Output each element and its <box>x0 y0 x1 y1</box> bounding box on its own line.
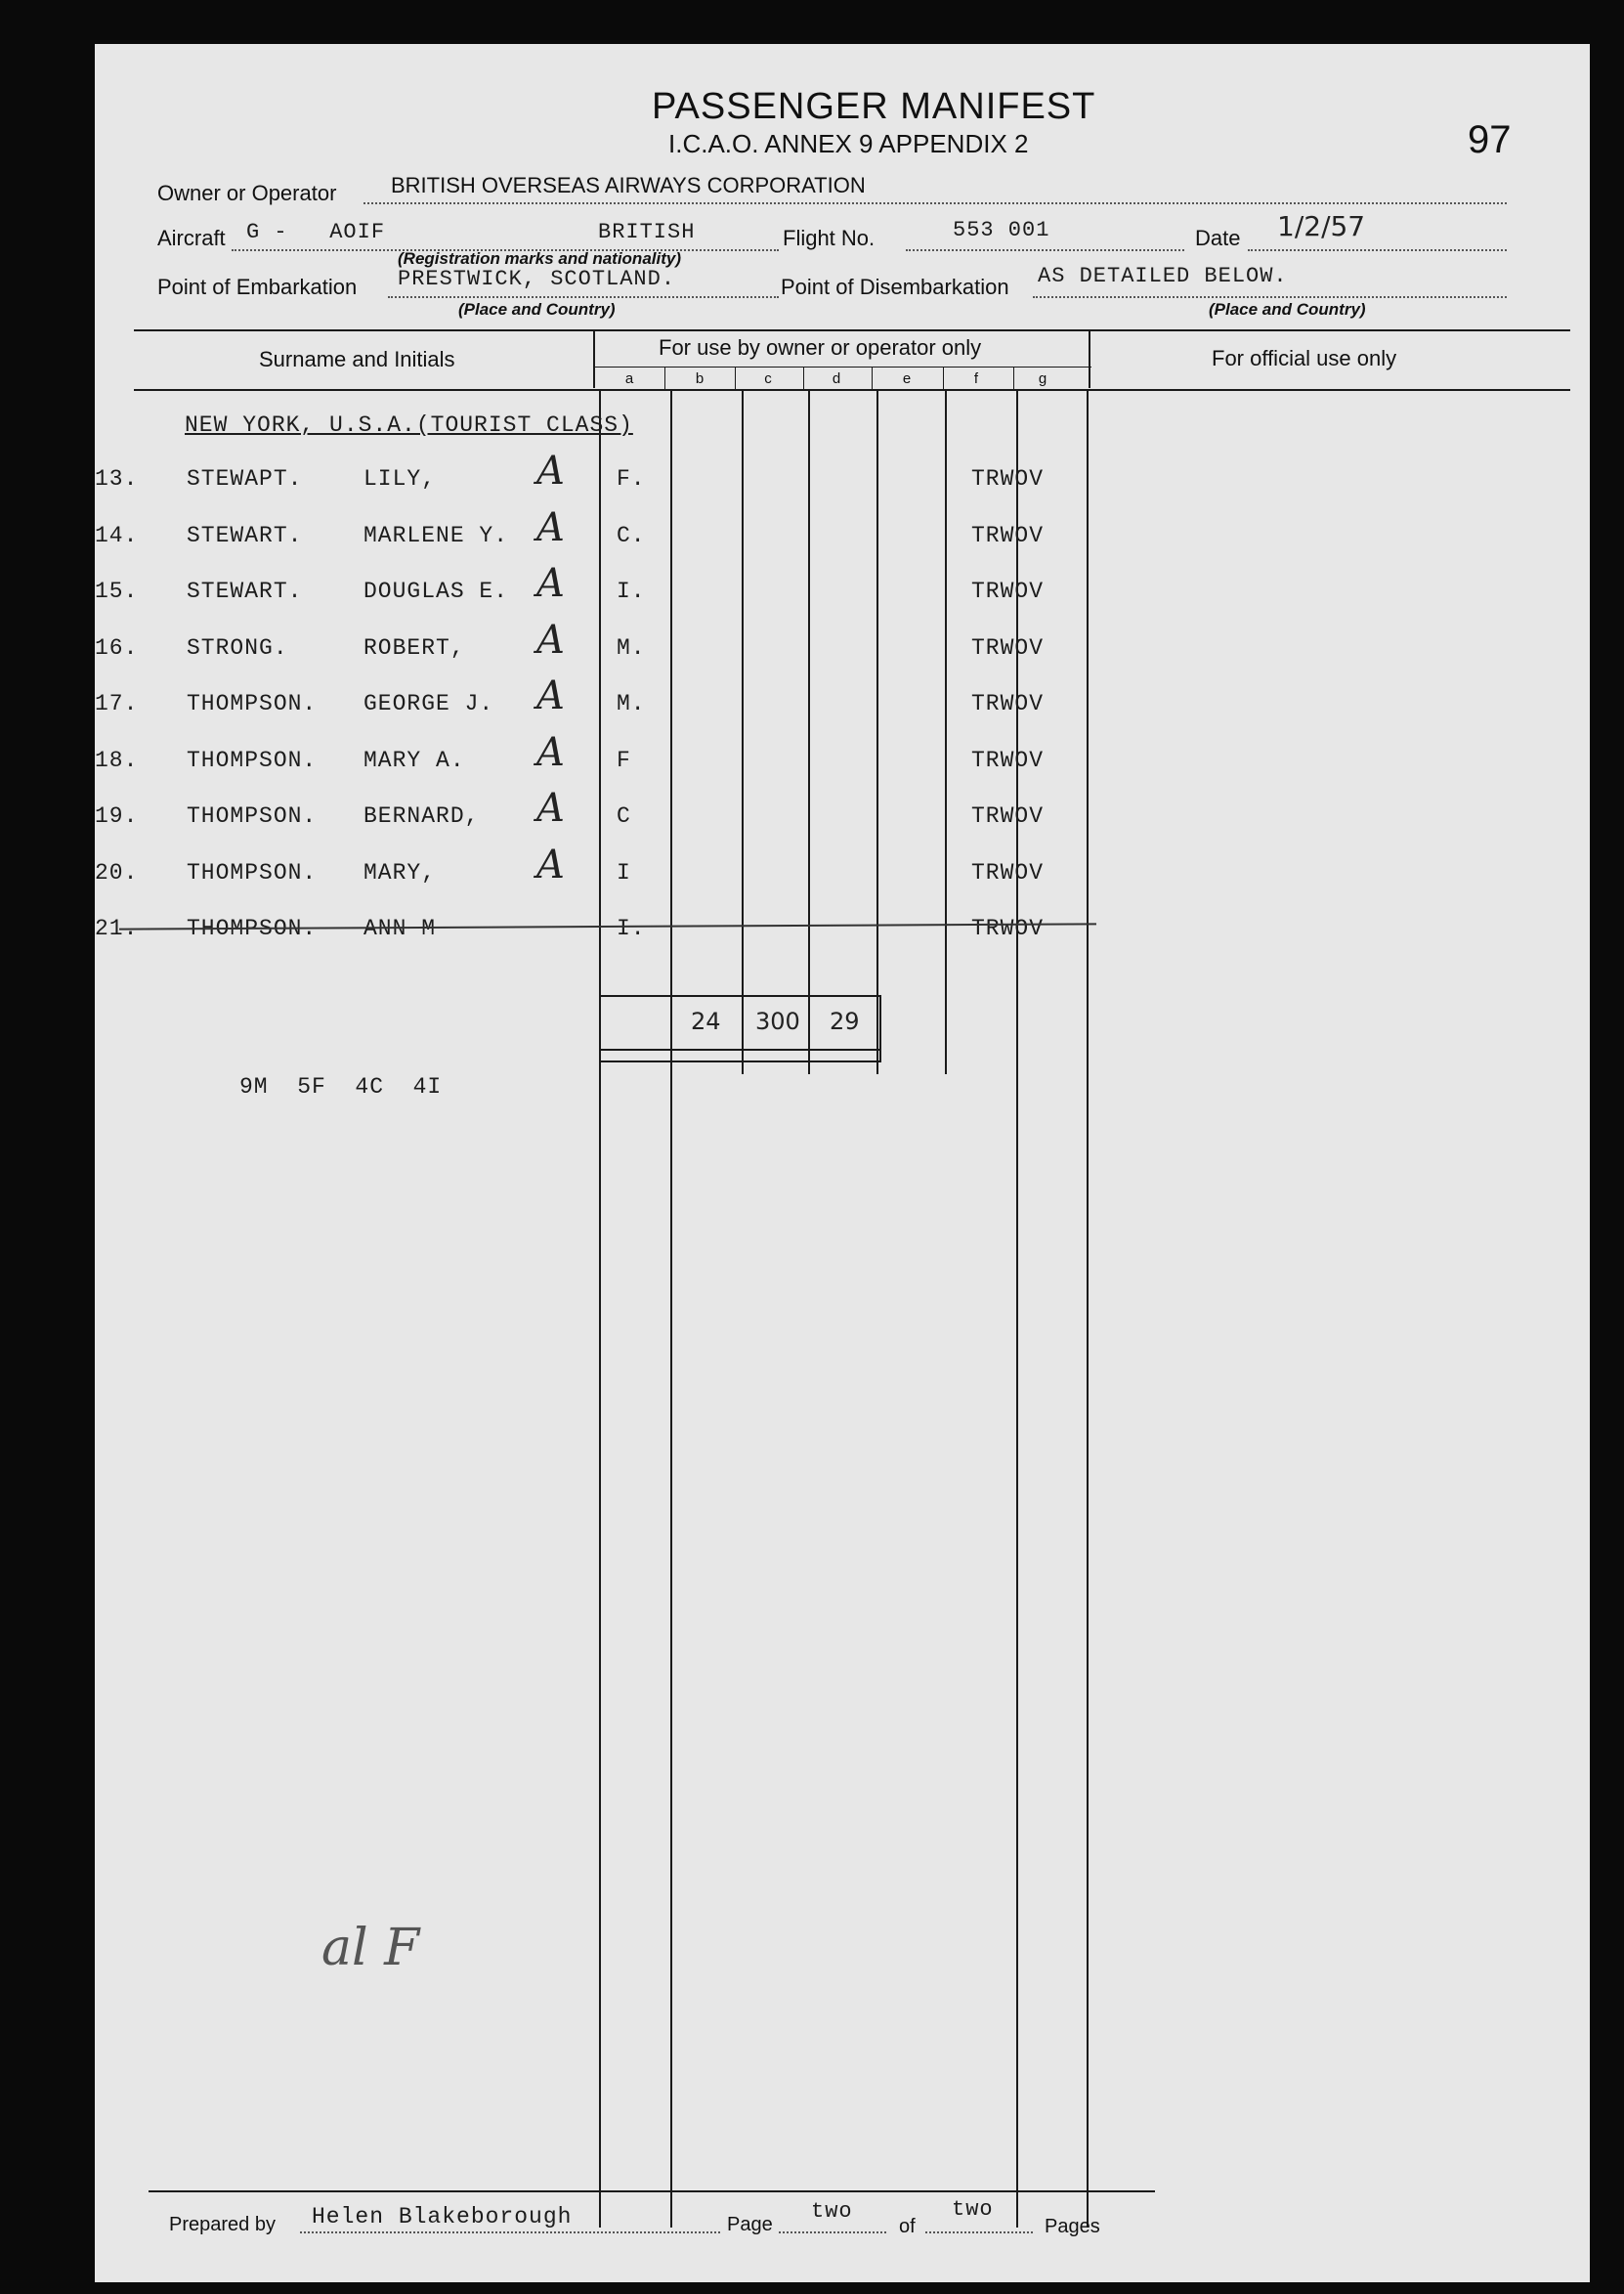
row-number: 17. <box>95 691 139 716</box>
row-surname: STEWART. <box>187 579 303 604</box>
registration-note: (Registration marks and nationality) <box>398 249 681 268</box>
row-column-a: C <box>617 803 631 829</box>
flight-label: Flight No. <box>783 226 876 250</box>
row-column-a: M. <box>617 635 646 661</box>
flight-value: 553 001 <box>953 218 1050 242</box>
row-handwritten-mark: A <box>536 843 565 887</box>
row-column-a: C. <box>617 523 646 548</box>
manifest-sheet <box>95 44 1590 2282</box>
row-surname: STEWAPT. <box>187 466 303 492</box>
row-number: 19. <box>95 803 139 829</box>
column-a-header: a <box>624 370 634 387</box>
column-f-header: f <box>973 370 979 387</box>
column-g-header: g <box>1038 370 1047 387</box>
of-label: of <box>899 2216 916 2237</box>
owner-use-header: For use by owner or operator only <box>659 335 982 360</box>
row-column-a: M. <box>617 691 646 716</box>
row-handwritten-mark: A <box>536 505 565 550</box>
row-handwritten-mark: A <box>536 730 565 775</box>
row-given-names: BERNARD, <box>363 803 480 829</box>
handwritten-annotation: al F <box>321 1919 420 1977</box>
row-handwritten-mark: A <box>536 449 565 494</box>
row-given-names: MARY, <box>363 860 437 886</box>
row-given-names: GEORGE J. <box>363 691 494 716</box>
column-c-header: c <box>764 370 772 387</box>
owner-label: Owner or Operator <box>157 181 337 205</box>
row-number: 16. <box>95 635 139 661</box>
row-number: 21. <box>95 916 139 941</box>
official-use-header: For official use only <box>1212 346 1397 370</box>
passenger-summary: 9M 5F 4C 4I <box>239 1074 443 1100</box>
row-surname: STEWART. <box>187 523 303 548</box>
document-title: PASSENGER MANIFEST <box>652 86 1096 127</box>
row-given-names: MARLENE Y. <box>363 523 509 548</box>
disembarkation-note: (Place and Country) <box>1209 300 1366 319</box>
total-d: 29 <box>830 1008 860 1035</box>
row-column-a: F <box>617 748 631 773</box>
row-number: 15. <box>95 579 139 604</box>
row-given-names: LILY, <box>363 466 437 492</box>
row-column-f: TRWOV <box>971 579 1045 604</box>
page-label: Page <box>727 2214 773 2235</box>
row-column-f: TRWOV <box>971 916 1045 941</box>
row-column-f: TRWOV <box>971 860 1045 886</box>
embarkation-note: (Place and Country) <box>458 300 616 319</box>
row-column-a: I. <box>617 579 646 604</box>
row-surname: THOMPSON. <box>187 916 318 941</box>
disembarkation-value: AS DETAILED BELOW. <box>1038 264 1288 288</box>
aircraft-registration: G - AOIF <box>246 220 386 244</box>
row-given-names: ANN M <box>363 916 437 941</box>
aircraft-nationality: BRITISH <box>598 220 696 244</box>
row-given-names: ROBERT, <box>363 635 465 661</box>
prepared-by-label: Prepared by <box>169 2214 276 2235</box>
row-column-f: TRWOV <box>971 691 1045 716</box>
row-surname: THOMPSON. <box>187 803 318 829</box>
row-column-f: TRWOV <box>971 748 1045 773</box>
row-column-a: F. <box>617 466 646 492</box>
row-surname: THOMPSON. <box>187 860 318 886</box>
row-number: 18. <box>95 748 139 773</box>
page-number: 97 <box>1468 118 1512 161</box>
row-handwritten-mark: A <box>536 673 565 718</box>
row-column-a: I. <box>617 916 646 941</box>
total-b: 24 <box>691 1008 721 1035</box>
row-number: 13. <box>95 466 139 492</box>
row-handwritten-mark: A <box>536 618 565 663</box>
document-subtitle: I.C.A.O. ANNEX 9 APPENDIX 2 <box>668 129 1029 158</box>
date-label: Date <box>1195 226 1241 250</box>
row-column-a: I <box>617 860 631 886</box>
embarkation-value: PRESTWICK, SCOTLAND. <box>398 267 676 291</box>
surname-header: Surname and Initials <box>259 347 455 371</box>
owner-value: BRITISH OVERSEAS AIRWAYS CORPORATION <box>391 173 866 197</box>
date-value: 1/2/57 <box>1277 210 1366 242</box>
column-d-header: d <box>832 370 841 387</box>
row-surname: STRONG. <box>187 635 288 661</box>
row-given-names: MARY A. <box>363 748 465 773</box>
aircraft-label: Aircraft <box>157 226 226 250</box>
section-heading: NEW YORK, U.S.A.(TOURIST CLASS) <box>185 412 633 438</box>
row-column-f: TRWOV <box>971 635 1045 661</box>
row-given-names: DOUGLAS E. <box>363 579 509 604</box>
total-c: 300 <box>755 1008 800 1035</box>
column-b-header: b <box>695 370 705 387</box>
row-column-f: TRWOV <box>971 803 1045 829</box>
row-column-f: TRWOV <box>971 466 1045 492</box>
row-surname: THOMPSON. <box>187 748 318 773</box>
row-number: 20. <box>95 860 139 886</box>
of-value: two <box>952 2197 994 2222</box>
page-value: two <box>811 2199 853 2224</box>
embarkation-label: Point of Embarkation <box>157 275 358 299</box>
row-column-f: TRWOV <box>971 523 1045 548</box>
row-handwritten-mark: A <box>536 561 565 606</box>
pages-label: Pages <box>1045 2216 1100 2237</box>
row-surname: THOMPSON. <box>187 691 318 716</box>
prepared-by-value: Helen Blakeborough <box>312 2204 573 2229</box>
column-e-header: e <box>902 370 912 387</box>
row-number: 14. <box>95 523 139 548</box>
disembarkation-label: Point of Disembarkation <box>781 275 1009 299</box>
row-handwritten-mark: A <box>536 786 565 831</box>
